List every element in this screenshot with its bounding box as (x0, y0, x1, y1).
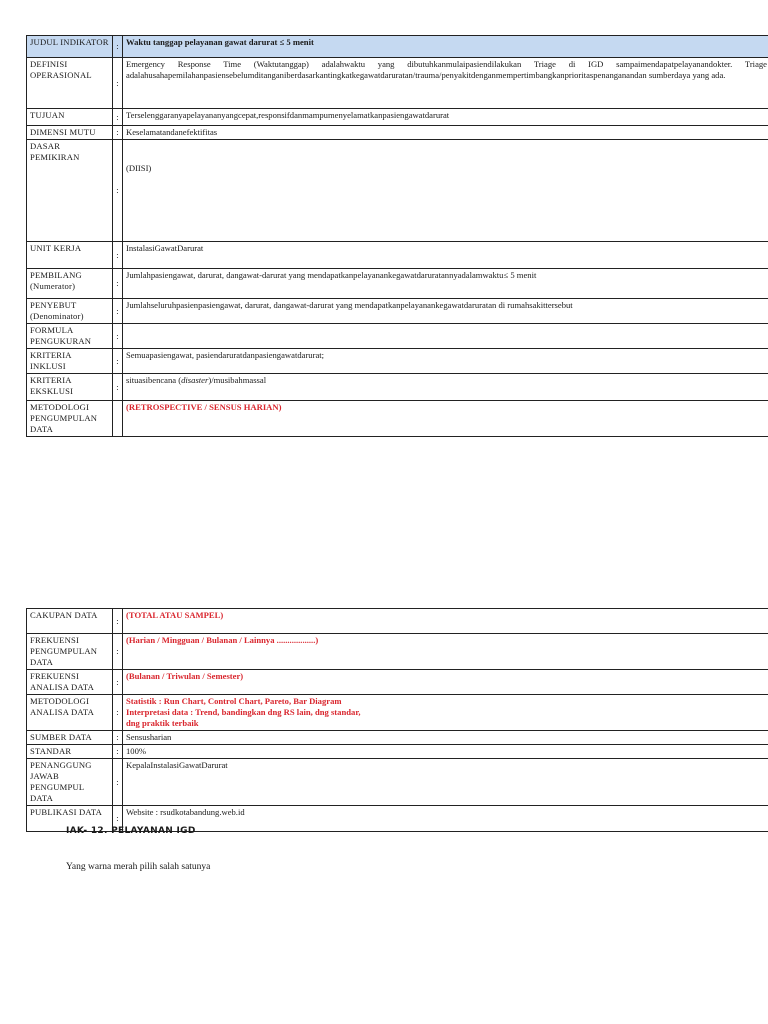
row-pembilang (27, 269, 768, 299)
label-publikasi-data: PUBLIKASI DATA (27, 806, 113, 832)
row-penyebut (27, 299, 768, 324)
indicator-profile-table-continued (26, 608, 768, 832)
colon: : (113, 269, 123, 299)
value-dasar-pemikiran (123, 140, 768, 242)
value-penyebut: Jumlahseluruhpasienpasiengawat, darurat, dangawat-darurat yang mendapatkanpelayanankegawatdaruratan di rumahsakittersebut (123, 299, 768, 324)
colon: : (113, 609, 123, 634)
colon: : (113, 58, 123, 109)
row-penanggung-jawab (27, 759, 768, 806)
value-publikasi-data: Website : rsudkotabandung.web.id (123, 806, 768, 832)
row-standar (27, 745, 768, 759)
label-cakupan-data: CAKUPAN DATA (27, 609, 113, 634)
value-frekuensi-analisa-data: (Bulanan / Triwulan / Semester) (123, 670, 768, 695)
value-unit-kerja: InstalasiGawatDarurat (123, 242, 768, 269)
value-penanggung-jawab: KepalaInstalasiGawatDarurat (123, 759, 768, 806)
row-unit-kerja (27, 242, 768, 269)
colon: : (113, 374, 123, 401)
value-kriteria-eksklusi: situasibencana (disaster)/musibahmassal (123, 374, 768, 401)
label-pembilang: PEMBILANG (Numerator) (27, 269, 113, 299)
row-frekuensi-analisa-data (27, 670, 768, 695)
colon: : (113, 806, 123, 832)
colon: : (113, 299, 123, 324)
label-frekuensi-pengumpulan-data: FREKUENSI PENGUMPULAN DATA (27, 634, 113, 670)
instruction-note: Yang warna merah pilih salah satunya (66, 862, 211, 872)
label-penanggung-jawab: PENANGGUNG JAWAB PENGUMPUL DATA (27, 759, 113, 806)
row-dimensi-mutu (27, 126, 768, 140)
colon: : (113, 349, 123, 374)
label-sumber-data: SUMBER DATA (27, 731, 113, 745)
row-metodologi-pengumpulan-data (27, 401, 768, 437)
row-formula-pengukuran (27, 324, 768, 349)
colon: : (113, 109, 123, 126)
colon: : (113, 126, 123, 140)
label-tujuan: TUJUAN (27, 109, 113, 126)
label-standar: STANDAR (27, 745, 113, 759)
value-formula-pengukuran (123, 324, 768, 349)
value-tujuan: Terselenggaranyapelayananyangcepat,responsifdanmampumenyelamatkanpasiengawatdarurat (123, 109, 768, 126)
colon (113, 401, 123, 437)
label-penyebut: PENYEBUT (Denominator) (27, 299, 113, 324)
label-metodologi-pengumpulan-data: METODOLOGI PENGUMPULAN DATA (27, 401, 113, 437)
row-kriteria-eksklusi (27, 374, 768, 401)
label-kriteria-inklusi: KRITERIA INKLUSI (27, 349, 113, 374)
colon: : (113, 731, 123, 745)
row-definisi-operasional (27, 58, 768, 109)
value-metodologi-pengumpulan-data: (RETROSPECTIVE / SENSUS HARIAN) (123, 401, 768, 437)
indicator-profile-table (26, 35, 768, 437)
section-caption: IAK- 12. PELAYANAN IGD (66, 826, 196, 836)
colon: : (113, 36, 123, 58)
row-dasar-pemikiran (27, 140, 768, 242)
value-frekuensi-pengumpulan-data: (Harian / Mingguan / Bulanan / Lainnya ..................) (123, 634, 768, 670)
colon: : (113, 242, 123, 269)
colon: : (113, 759, 123, 806)
colon: : (113, 140, 123, 242)
value-pembilang: Jumlahpasiengawat, darurat, dangawat-darurat yang mendapatkanpelayanankegawatdaruratannyadalamwaktu≤ 5 menit (123, 269, 768, 299)
row-kriteria-inklusi (27, 349, 768, 374)
row-sumber-data (27, 731, 768, 745)
colon: : (113, 324, 123, 349)
row-cakupan-data (27, 609, 768, 634)
label-unit-kerja: UNIT KERJA (27, 242, 113, 269)
label-metodologi-analisa-data: METODOLOGI ANALISA DATA (27, 695, 113, 731)
value-judul-indikator: Waktu tanggap pelayanan gawat darurat ≤ 5 menit (123, 36, 768, 58)
value-dimensi-mutu: Keselamatandanefektifitas (123, 126, 768, 140)
colon: : (113, 695, 123, 731)
label-judul-indikator: JUDUL INDIKATOR (27, 36, 113, 58)
row-frekuensi-pengumpulan-data (27, 634, 768, 670)
row-tujuan (27, 109, 768, 126)
label-formula-pengukuran: FORMULA PENGUKURAN (27, 324, 113, 349)
placeholder-diisi: (DIISI) (126, 163, 152, 173)
colon: : (113, 670, 123, 695)
label-definisi-operasional: DEFINISI OPERASIONAL (27, 58, 113, 109)
colon: : (113, 634, 123, 670)
value-kriteria-inklusi: Semuapasiengawat, pasiendaruratdanpasiengawatdarurat; (123, 349, 768, 374)
value-cakupan-data: (TOTAL ATAU SAMPEL) (123, 609, 768, 634)
row-judul-indikator (27, 36, 768, 58)
value-standar: 100% (123, 745, 768, 759)
row-metodologi-analisa-data (27, 695, 768, 731)
label-kriteria-eksklusi: KRITERIA EKSKLUSI (27, 374, 113, 401)
label-dimensi-mutu: DIMENSI MUTU (27, 126, 113, 140)
value-definisi-operasional: Emergency Response Time (Waktutanggap) adalahwaktu yang dibutuhkanmulaipasiendilakukan Triage di IGD sampaimendapatpelayanandokter. Triage adalahusahapemilahanpasiensebelumditanganiberdasarkantingkatkegawatdaruratan/trauma/penyakitdenganmempertimbangkanprioritaspenanganandan sumberdaya yang ada. (123, 58, 768, 109)
label-frekuensi-analisa-data: FREKUENSI ANALISA DATA (27, 670, 113, 695)
label-dasar-pemikiran: DASAR PEMIKIRAN (27, 140, 113, 242)
value-metodologi-analisa-data: Statistik : Run Chart, Control Chart, Pareto, Bar Diagram Interpretasi data : Trend, bandingkan dng RS lain, dng standar, dng praktik terbaik (123, 695, 768, 731)
value-sumber-data: Sensusharian (123, 731, 768, 745)
colon: : (113, 745, 123, 759)
